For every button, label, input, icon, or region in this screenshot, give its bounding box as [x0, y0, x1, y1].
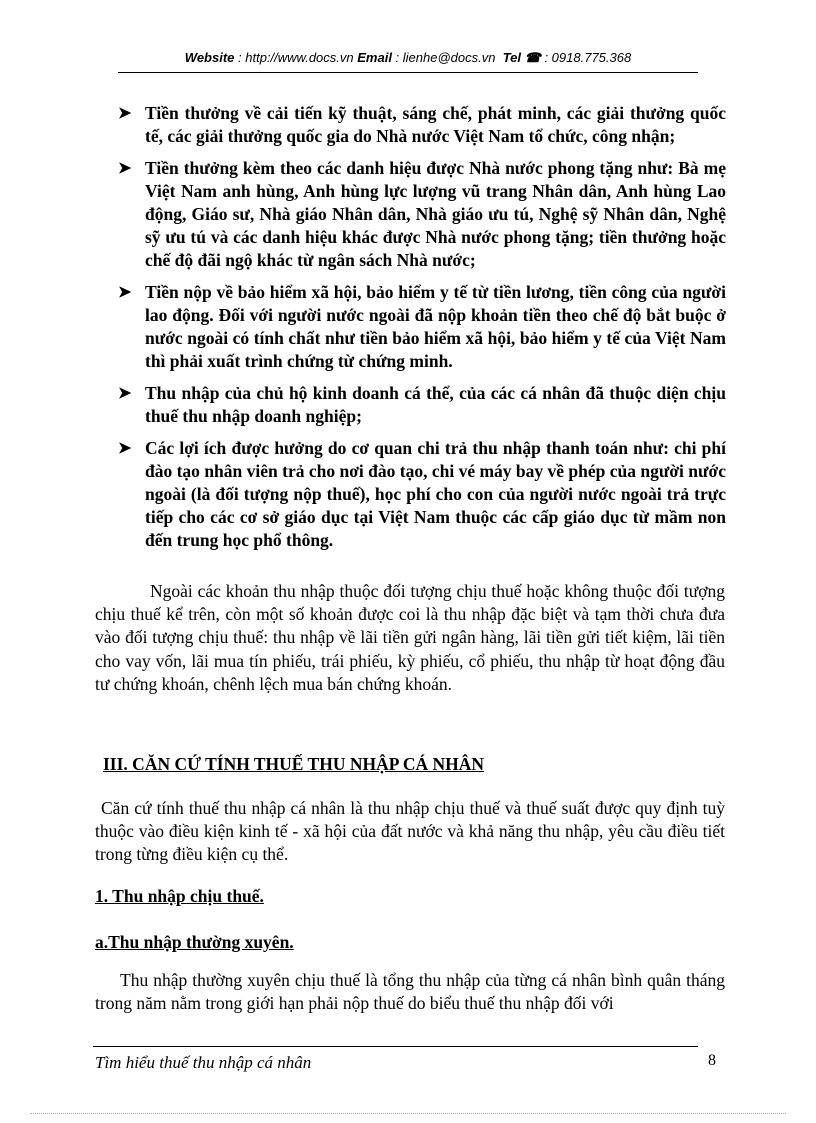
- list-item: ➤ Các lợi ích được hưởng do cơ quan chi trả thu nhập thanh toán như: chi phí đào tạo nhân viên trả cho nơi đào tạo, chi vé máy bay về phép của người nước ngoài (là đối tượng nộp thuế), học phí cho con của người nước ngoài trả trực tiếp cho các cơ sở giáo dục tại Việt Nam thuộc các cấp giáo dục từ mầm non đến trung học phổ thông.: [118, 438, 726, 550]
- subheading-regular-income: a.Thu nhập thường xuyên.: [95, 932, 294, 952]
- section-heading: III. CĂN CỨ TÍNH THUẾ THU NHẬP CÁ NHÂN: [103, 754, 485, 774]
- email-value: : lienhe@docs.vn: [391, 50, 496, 65]
- tel-label: Tel: [502, 50, 522, 65]
- footer-title: Tìm hiểu thuế thu nhập cá nhân: [95, 1053, 312, 1072]
- arrow-bullet-icon: ➤: [118, 160, 132, 177]
- paragraph-regular-income: Thu nhập thường xuyên chịu thuế là tổng thu nhập của từng cá nhân bình quân tháng trong năm nằm trong giới hạn phải nộp thuế do biểu thuế thu nhập đối với: [95, 970, 725, 1014]
- list-item: ➤ Thu nhập của chủ hộ kinh doanh cá thể, của các cá nhân đã thuộc diện chịu thuế thu nhập doanh nghiệp;: [118, 383, 726, 426]
- list-item: ➤ Tiền thưởng kèm theo các danh hiệu được Nhà nước phong tặng như: Bà mẹ Việt Nam anh hùng, Anh hùng lực lượng vũ trang Nhân dân, Anh hùng Lao động, Giáo sư, Nhà giáo Nhân dân, Nhà giáo ưu tú, Nghệ sỹ Nhân dân, Nghệ sỹ ưu tú và các danh hiệu khác được Nhà nước phong tặng; tiền thưởng hoặc chế độ đãi ngộ khác từ ngân sách Nhà nước;: [118, 158, 726, 270]
- bullet-list: [118, 102, 726, 561]
- paragraph-special-income: Ngoài các khoản thu nhập thuộc đối tượng chịu thuế hoặc không thuộc đối tượng chịu thuế kể trên, còn một số khoản được coi là thu nhập đặc biệt và tạm thời chưa đưa vào đối tượng chịu thuế: thu nhập về lãi tiền gửi ngân hàng, lãi tiền gửi tiết kiệm, lãi tiền cho vay vốn, lãi mua tín phiếu, trái phiếu, kỳ phiếu, cổ phiếu, thu nhập từ hoạt động đầu tư chứng khoán, chênh lệch mua bán chứng khoán.: [95, 581, 725, 694]
- email-label: Email: [357, 50, 392, 65]
- paragraph-tax-basis: Căn cứ tính thuế thu nhập cá nhân là thu nhập chịu thuế và thuế suất được quy định tuỳ thuộc vào điều kiện kinh tế - xã hội của đất nước và khả năng thu nhập, yêu cầu điều tiết trong từng điều kiện cụ thể.: [95, 798, 725, 865]
- page-border: [30, 1113, 786, 1114]
- header-rule: [118, 72, 698, 73]
- footer-rule: [93, 1046, 698, 1047]
- tel-value: : 0918.775.368: [540, 50, 632, 65]
- list-item: ➤ Tiền nộp về bảo hiểm xã hội, bảo hiểm y tế từ tiền lương, tiền công của người lao động. Đối với người nước ngoài đã nộp khoản tiền theo chế độ bắt buộc ở nước ngoài có tính chất như tiền bảo hiểm xã hội, bảo hiểm y tế của Việt Nam thì phải xuất trình chứng từ chứng minh.: [118, 282, 726, 371]
- arrow-bullet-icon: ➤: [118, 440, 132, 457]
- page-number: 8: [708, 1052, 716, 1069]
- arrow-bullet-icon: ➤: [118, 105, 132, 122]
- phone-icon: ☎: [524, 50, 541, 65]
- website-label: Website: [184, 50, 235, 65]
- subheading-taxable-income: 1. Thu nhập chịu thuế.: [95, 886, 264, 906]
- arrow-bullet-icon: ➤: [118, 284, 132, 301]
- website-value: : http://www.docs.vn: [234, 50, 354, 65]
- list-item: ➤ Tiền thưởng về cải tiến kỹ thuật, sáng chế, phát minh, các giải thưởng quốc tế, các giải thưởng quốc gia do Nhà nước Việt Nam tổ chức, công nhận;: [118, 103, 726, 146]
- arrow-bullet-icon: ➤: [118, 385, 132, 402]
- page-header: [0, 50, 816, 66]
